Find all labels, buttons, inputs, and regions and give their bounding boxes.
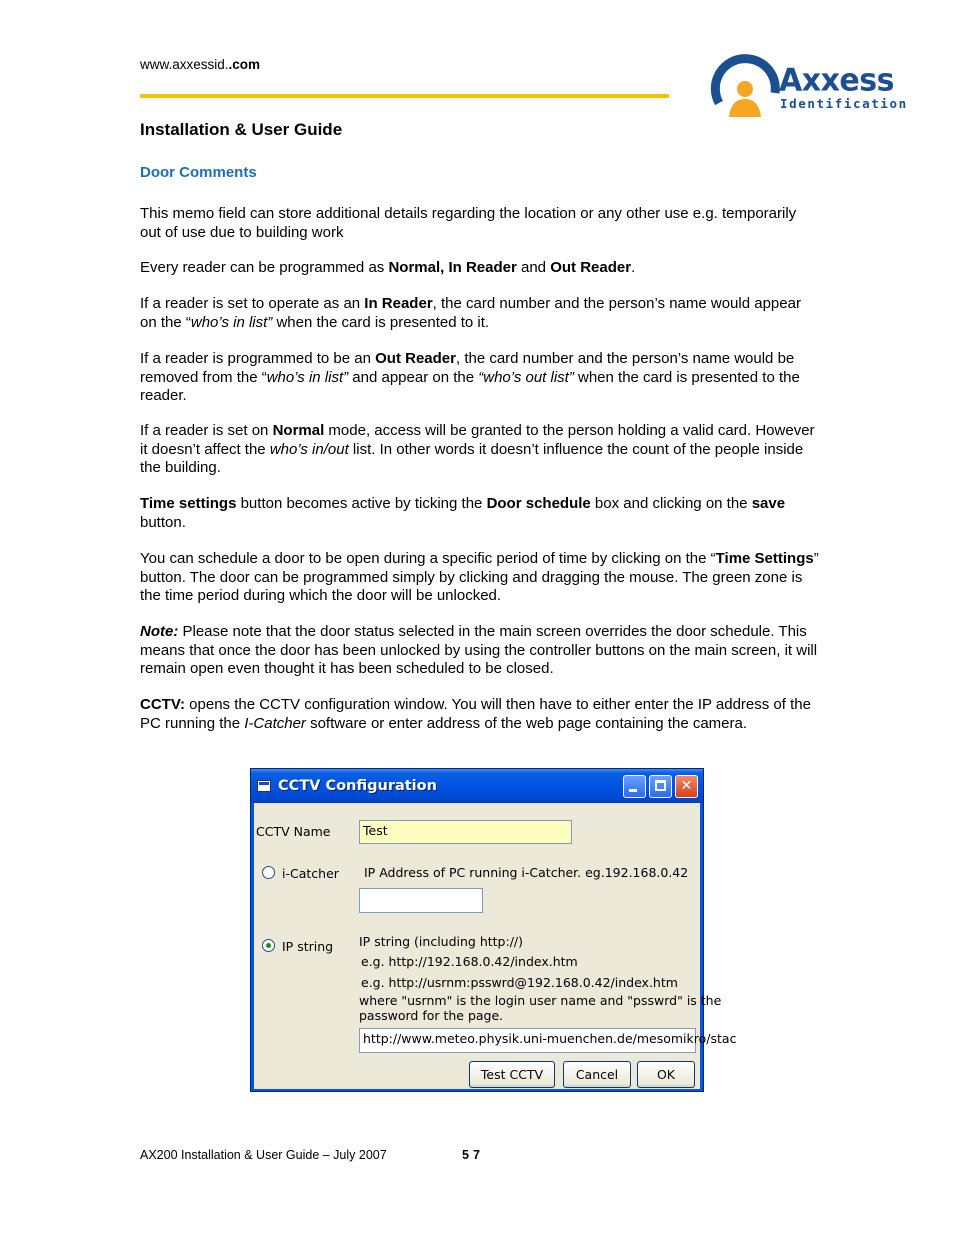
- ipstring-input[interactable]: http://www.meteo.physik.uni-muenchen.de/mesomikro/stac: [359, 1028, 696, 1053]
- maximize-icon: [655, 780, 666, 791]
- cctv-configuration-dialog: [250, 768, 737, 1092]
- ipstring-label[interactable]: IP string: [282, 939, 334, 954]
- ipstring-hint-5: password for the page.: [359, 1008, 504, 1023]
- close-button[interactable]: [675, 775, 698, 798]
- logo-person-icon: [713, 55, 783, 120]
- close-icon: ✕: [680, 778, 693, 794]
- ipstring-hint-3: e.g. http://usrnm:psswrd@192.168.0.42/index.htm: [361, 975, 678, 990]
- paragraph-reader-modes: Every reader can be programmed as Normal, In Reader and Out Reader.: [140, 259, 636, 276]
- paragraph-in-reader: If a reader is set to operate as an In Reader, the card number and the person’s name would appear on the “who’s in list” when the card is presented to it.: [140, 295, 801, 331]
- url-suffix: .com: [228, 57, 261, 72]
- icatcher-ip-input[interactable]: [359, 888, 483, 913]
- dialog-client-area: [254, 803, 737, 1089]
- footer-doc-info: AX200 Installation & User Guide – July 2007: [140, 1148, 387, 1162]
- paragraph-schedule: You can schedule a door to be open during a specific period of time by clicking on the “Time Settings” button. The door can be programmed simply by clicking and dragging the mouse. The green zone is the time period during which the door will be unlocked.: [140, 550, 819, 604]
- minimize-icon: [629, 789, 637, 792]
- cancel-button[interactable]: Cancel: [563, 1061, 631, 1088]
- ipstring-radio[interactable]: [262, 939, 275, 952]
- window-icon: [257, 780, 271, 792]
- axxess-logo: [713, 55, 908, 120]
- dialog-title: CCTV Configuration: [278, 778, 437, 794]
- page-number: 57: [462, 1148, 484, 1162]
- paragraph-normal-mode: If a reader is set on Normal mode, access will be granted to the person holding a valid card. However it doesn’t affect the who’s in/out list. In other words it doesn’t influence the count of the people inside the building.: [140, 422, 815, 476]
- dialog-titlebar[interactable]: [251, 769, 703, 803]
- ipstring-hint-4: where "usrnm" is the login user name and "psswrd" is the: [359, 993, 722, 1008]
- logo-subtitle: Identification: [780, 96, 908, 111]
- cctv-name-label: CCTV Name: [256, 824, 331, 839]
- paragraph-memo: This memo field can store additional details regarding the location or any other use e.g. temporarily out of use due to building work: [140, 205, 797, 241]
- url-prefix: www.axxessid.: [140, 57, 229, 72]
- icatcher-label[interactable]: i-Catcher: [282, 866, 339, 881]
- paragraph-out-reader: If a reader is programmed to be an Out Reader, the card number and the person’s name would be removed from the “who’s in list” and appear on the “who’s out list” when the card is presented to the reader.: [140, 350, 800, 404]
- guide-title: Installation & User Guide: [140, 120, 343, 139]
- test-cctv-button[interactable]: Test CCTV: [469, 1061, 555, 1088]
- paragraph-time-settings: Time settings button becomes active by ticking the Door schedule box and clicking on the save button.: [140, 495, 786, 531]
- icatcher-hint: IP Address of PC running i-Catcher. eg.192.168.0.42: [364, 865, 689, 880]
- header-rule: [140, 94, 669, 98]
- paragraph-cctv: CCTV: opens the CCTV configuration window. You will then have to either enter the IP address of the PC running the I-Catcher software or enter address of the web page containing the camera.: [140, 696, 811, 732]
- minimize-button[interactable]: [623, 775, 646, 798]
- ok-button[interactable]: OK: [637, 1061, 695, 1088]
- paragraph-note: Note: Please note that the door status selected in the main screen overrides the door schedule. This means that once the door has been unlocked by using the controller buttons on the main screen, it will remain open even thought it has been scheduled to be closed.: [140, 623, 818, 677]
- ipstring-hint-2: e.g. http://192.168.0.42/index.htm: [361, 954, 578, 969]
- icatcher-radio[interactable]: [262, 866, 275, 879]
- section-heading: Door Comments: [140, 164, 257, 181]
- cctv-name-input[interactable]: Test: [359, 820, 572, 844]
- website-url: [140, 57, 260, 72]
- logo-wordmark: Axxess: [779, 62, 894, 99]
- ipstring-hint-1: IP string (including http://): [359, 934, 524, 949]
- maximize-button[interactable]: [649, 775, 672, 798]
